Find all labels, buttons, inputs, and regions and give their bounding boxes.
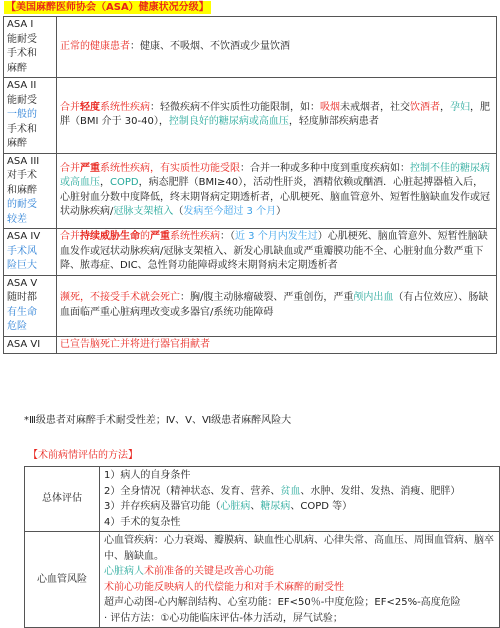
asa-grade-label-line: 麻醉 bbox=[7, 62, 27, 74]
asa-grade-label bbox=[4, 153, 57, 229]
desc-segment: 系统性疾病 bbox=[100, 101, 150, 113]
asa-grade-label bbox=[4, 17, 57, 78]
asa-grade-label-line: ASA V bbox=[7, 277, 38, 289]
asa-grade-label-line: 较差 bbox=[7, 213, 27, 225]
desc-segment: ，轻度肺部疾病患者 bbox=[288, 116, 379, 128]
desc-segment: 吸烟 bbox=[320, 101, 340, 113]
asa-row bbox=[4, 229, 497, 276]
preop-line bbox=[104, 564, 495, 580]
preop-line bbox=[104, 533, 495, 564]
asa-grade-label bbox=[4, 336, 57, 354]
preop-segment: 2）全身情况（精神状态、发育、营养、 bbox=[104, 485, 281, 497]
desc-segment: 如： bbox=[390, 162, 410, 174]
desc-segment: ：胸/腹主动脉瘤破裂、严重创伤，严重 bbox=[180, 292, 354, 303]
preop-segment: 、COPD 等） bbox=[290, 501, 353, 512]
desc-segment: 孕妇 bbox=[450, 101, 470, 113]
preop-row-content bbox=[100, 532, 500, 628]
asa-grade-description bbox=[57, 275, 497, 336]
asa-grade-label-line: 的耐受 bbox=[7, 199, 37, 210]
preop-segment: · 评估方法：①心功能临床评估-体力活动，屏气试验； bbox=[104, 612, 343, 624]
asa-grade-label-line: ASA IV bbox=[7, 231, 41, 242]
preop-segment: 、水肿、发绀、发热、消瘦、肥胖） bbox=[300, 485, 461, 497]
asa-grade-label-line: 手术和 bbox=[7, 48, 37, 59]
asa-grade-label-line: 危险 bbox=[7, 321, 27, 332]
desc-segment: 合并 bbox=[60, 101, 80, 113]
asa-row bbox=[4, 17, 497, 78]
preop-line bbox=[104, 580, 495, 596]
asa-row bbox=[4, 153, 497, 229]
asa-grade-label bbox=[4, 78, 57, 154]
preop-row-label: 总体评估 bbox=[25, 467, 100, 532]
preop-segment: 、 bbox=[250, 501, 261, 512]
desc-segment: 冠脉支架植入 bbox=[113, 206, 174, 218]
asa-grade-description bbox=[57, 336, 497, 354]
desc-segment: 饮酒者 bbox=[410, 101, 440, 113]
asa-grade-label-line: 能耐受 bbox=[7, 94, 37, 106]
desc-segment: 未戒烟者，社交 bbox=[340, 101, 410, 113]
desc-segment: 控制良好的糖尿病或高血压 bbox=[168, 116, 289, 128]
desc-segment: ：轻微疾病不伴实质性功能限制，如： bbox=[150, 101, 320, 113]
preop-line bbox=[104, 595, 495, 611]
asa-grade-description bbox=[57, 229, 497, 276]
asa-note: *Ⅲ级患者对麻醉手术耐受性差；Ⅳ、Ⅴ、Ⅵ级患者麻醉风险大 bbox=[24, 415, 292, 426]
desc-segment: 合并 bbox=[60, 231, 80, 242]
desc-segment: 轻度 bbox=[80, 101, 100, 113]
asa-grade-label-line: 险巨大 bbox=[7, 260, 37, 271]
desc-segment: 严重 bbox=[80, 162, 100, 174]
preop-assessment-table bbox=[24, 466, 500, 628]
preop-segment: 贫血 bbox=[280, 485, 301, 497]
desc-segment: 合并 bbox=[60, 162, 80, 174]
desc-segment: ：（ bbox=[220, 231, 235, 242]
desc-segment: COPD bbox=[110, 177, 139, 189]
asa-grade-label bbox=[4, 229, 57, 276]
preop-segment: 1）病人的自身条件 bbox=[104, 470, 191, 481]
desc-segment: ：健康、不吸烟、不饮酒或少量饮酒 bbox=[130, 40, 290, 52]
preop-line bbox=[104, 611, 495, 627]
asa-grade-label bbox=[4, 275, 57, 336]
preop-line bbox=[104, 515, 495, 531]
asa-grade-label-line: 和麻醉 bbox=[7, 184, 37, 196]
asa-grade-label-line: 一般的 bbox=[7, 109, 37, 120]
preop-line bbox=[104, 484, 495, 500]
preop-line bbox=[104, 468, 495, 484]
preop-row-label: 心血管风险 bbox=[25, 532, 100, 628]
asa-grade-label-line: ASA III bbox=[7, 155, 40, 167]
preop-segment: 术前心功能反映病人的代偿能力和对手术麻醉的耐受性 bbox=[104, 581, 344, 593]
asa-grade-label-line: 能耐受 bbox=[7, 33, 37, 45]
desc-segment: ， bbox=[100, 177, 110, 189]
asa-row bbox=[4, 275, 497, 336]
desc-segment: 系统性疾病，有实质性功能受限 bbox=[100, 162, 240, 174]
asa-grade-label-line: 有生命 bbox=[7, 306, 37, 318]
asa-grade-label-line: 手术和 bbox=[7, 123, 37, 135]
desc-segment: 已宣告脑死亡并将进行器官捐献者 bbox=[60, 338, 210, 350]
preop-segment: 心血管疾病：心力衰竭、瓣膜病、缺血性心肌病、心律失常、高血压、周围血管病、脑卒中、脑缺血。 bbox=[104, 535, 494, 562]
desc-segment: 近 3 个月内发生过 bbox=[235, 231, 318, 242]
desc-segment: 发病至今超过 3 个月 bbox=[183, 206, 277, 218]
asa-section-title: 【美国麻醉医师协会（ASA）健康状况分级】 bbox=[6, 2, 209, 13]
desc-segment: ，肥胖（BMI 介于 30-40）， bbox=[60, 101, 490, 128]
desc-segment: （有占位效应）、肠缺血面临严重心脏病理改变或多器官/系统功能障碍 bbox=[60, 292, 489, 318]
desc-segment: 颅内出血 bbox=[353, 292, 394, 303]
preop-segment: 糖尿病 bbox=[260, 501, 291, 512]
desc-segment: ）心肌梗死、脑血管意外、短暂性脑缺血发作或冠状动脉疾病/冠脉支架植入、新发心肌缺血或严重瓣膜功能不全、心脏射血分数严重下降、脓毒症、DIC、急性肾功能障碍或终末期肾病未定期透析者 bbox=[60, 231, 488, 271]
preop-row-content bbox=[100, 467, 500, 532]
desc-segment: ， bbox=[440, 101, 450, 113]
desc-segment: 正常的健康患者 bbox=[60, 40, 130, 52]
asa-grade-label-line: 随时都 bbox=[7, 292, 37, 303]
asa-classification-table bbox=[3, 16, 497, 354]
preop-segment: 4）手术的复杂性 bbox=[104, 516, 181, 528]
desc-segment: 控制不佳的糖尿病或高血压 bbox=[60, 162, 490, 189]
desc-segment: 严重 bbox=[150, 231, 170, 242]
asa-row bbox=[4, 336, 497, 354]
asa-grade-label-line: ASA I bbox=[7, 19, 34, 30]
desc-segment: ，病态肥胖（BMI≥40），活动性肝炎，酒精依赖或酗酒．心脏起搏器植入后，心脏射血分数中度降低，终末期肾病定期透析者，心肌梗死、脑血管意外、短暂性脑缺血发作或冠状动脉疾病/ bbox=[60, 177, 490, 218]
preop-segment: 超声心动图-心内解剖结构、心室功能：EF<50％-中度危险；EF<25%-高度危险 bbox=[104, 597, 461, 608]
asa-grade-label-line: ASA VI bbox=[7, 338, 41, 350]
preop-section-title: 【术前病情评估的方法】 bbox=[28, 450, 138, 461]
asa-grade-label-line: 手术风 bbox=[7, 245, 37, 257]
preop-segment: 心脏病 bbox=[220, 501, 251, 512]
preop-row bbox=[25, 532, 500, 628]
preop-segment: 3）并存疾病及器官功能（ bbox=[104, 501, 221, 512]
asa-grade-description bbox=[57, 153, 497, 229]
asa-grade-description bbox=[57, 17, 497, 78]
desc-segment: 持续威胁生命 bbox=[80, 231, 140, 242]
asa-row bbox=[4, 78, 497, 154]
desc-segment: 的 bbox=[140, 231, 150, 242]
preop-segment: 心脏病人 bbox=[104, 566, 144, 577]
asa-grade-label-line: 麻醉 bbox=[7, 138, 27, 149]
desc-segment: ：合并一种或多种中度到重度疾病 bbox=[240, 162, 390, 174]
preop-line bbox=[104, 499, 495, 515]
asa-grade-description bbox=[57, 78, 497, 154]
desc-segment: 濒死，不接受手术就会死亡 bbox=[60, 292, 180, 303]
desc-segment: ） bbox=[276, 206, 287, 218]
preop-row bbox=[25, 467, 500, 532]
asa-grade-label-line: 对手术 bbox=[7, 170, 37, 181]
desc-segment: （ bbox=[173, 206, 184, 218]
asa-grade-label-line: ASA II bbox=[7, 80, 37, 91]
desc-segment: 系统性疾病 bbox=[170, 231, 220, 242]
preop-segment: 术前准备的关键是改善心功能 bbox=[144, 566, 274, 577]
